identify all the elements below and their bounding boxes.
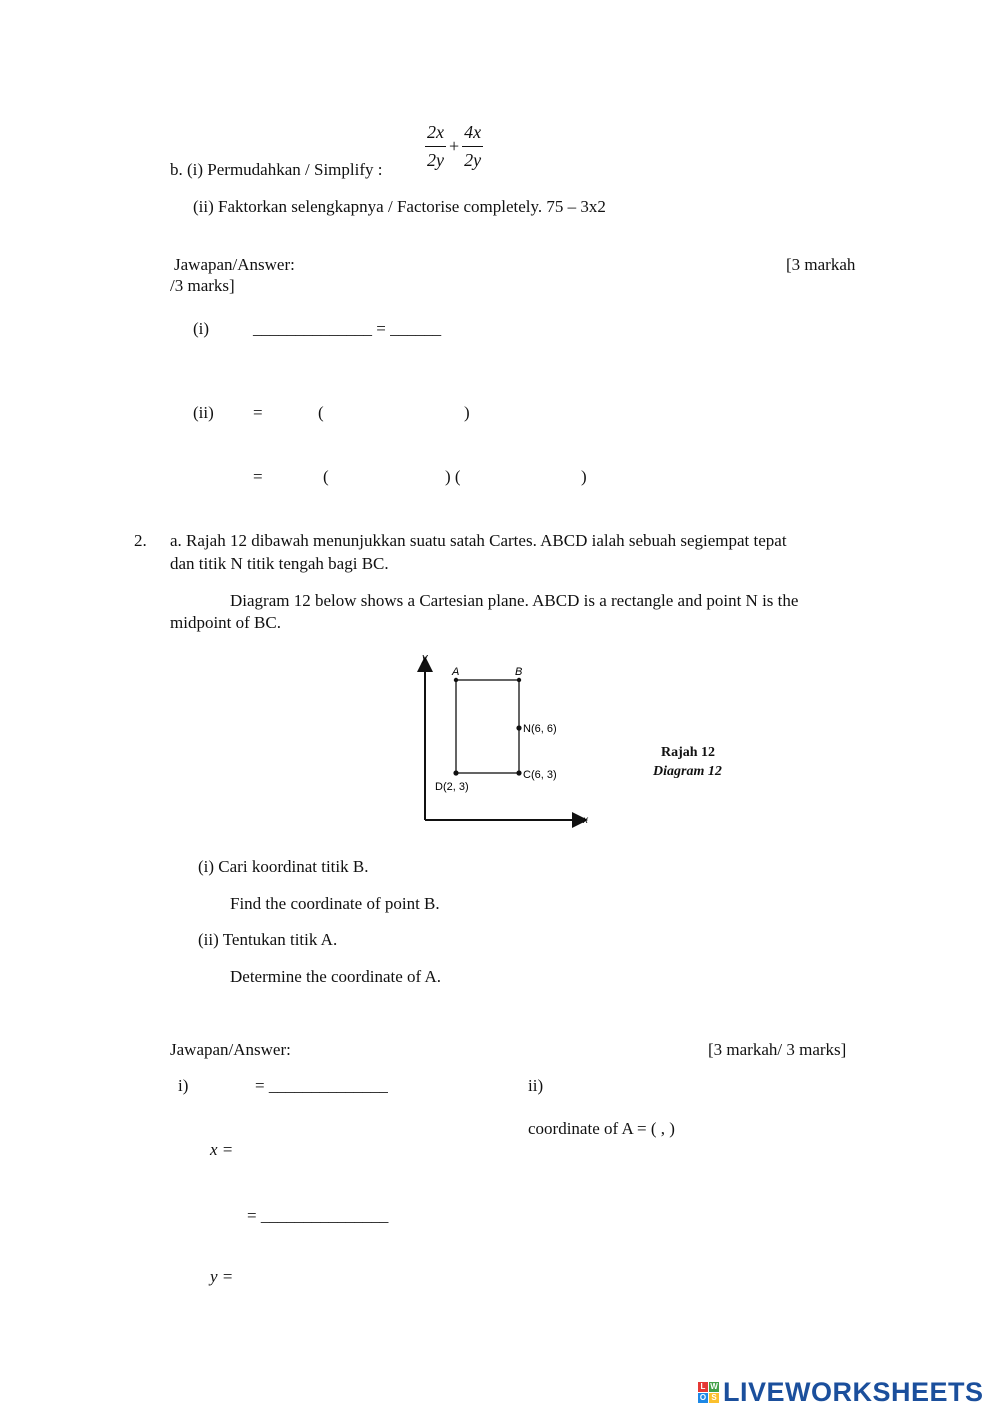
answer-b-i-blank[interactable]: ______________ = ______	[253, 319, 442, 338]
point-b-dot	[517, 678, 521, 682]
answer-b-ii-label: (ii)	[193, 403, 214, 422]
diagram-caption-english: Diagram 12	[653, 764, 722, 779]
point-c-dot	[516, 770, 521, 775]
y-equals-label: y =	[210, 1267, 234, 1286]
logo-text: LIVEWORKSHEETS	[723, 1377, 984, 1407]
answer-label-q2: Jawapan/Answer:	[170, 1040, 291, 1059]
answer-q2-i-blank[interactable]: = ______________	[255, 1076, 388, 1095]
question-2-ii-malay: (ii) Tentukan titik A.	[198, 930, 338, 949]
answer-b-ii-open-paren[interactable]: (	[318, 403, 324, 422]
x-equals-label: x =	[210, 1140, 234, 1159]
answer-b-ii-equals: =	[253, 403, 263, 422]
point-d-label: D(2, 3)	[435, 781, 469, 793]
question-2-i-malay: (i) Cari koordinat titik B.	[198, 857, 369, 876]
part-b-i-question: b. (i) Permudahkan / Simplify :	[170, 160, 383, 179]
question-2-malay-line-1: a. Rajah 12 dibawah menunjukkan suatu satah Cartes. ABCD ialah sebuah segiempat tepat	[170, 531, 787, 550]
simplify-expression	[425, 122, 483, 171]
answer-q2-i-label: i)	[178, 1076, 189, 1095]
answer-b-ii-equals-2: =	[253, 467, 263, 486]
answer-q2-ii-label: ii)	[528, 1076, 544, 1095]
answer-b-ii-middle-parens[interactable]: ) (	[445, 467, 461, 486]
plus-sign: +	[449, 136, 460, 156]
logo-tile-1: L	[698, 1382, 708, 1392]
cartesian-diagram	[410, 650, 600, 835]
fraction-2-denominator: 2y	[464, 150, 482, 170]
question-2-malay-line-2: dan titik N titik tengah bagi BC.	[170, 554, 389, 573]
point-a-label: A	[452, 666, 460, 678]
logo-tile-3: O	[699, 1393, 707, 1402]
fraction-1-denominator: 2y	[427, 150, 444, 170]
marks-label-q2: [3 markah/ 3 marks]	[708, 1040, 847, 1059]
question-2-english-line-2: midpoint of BC.	[170, 613, 281, 632]
answer-label-b: Jawapan/Answer:	[174, 255, 295, 274]
part-b-ii-question: (ii) Faktorkan selengkapnya / Factorise completely. 75 – 3x2	[193, 197, 606, 216]
question-2-english-line-1: Diagram 12 below shows a Cartesian plane. ABCD is a rectangle and point N is the	[230, 591, 799, 610]
marks-label-b-1: [3 markah	[786, 255, 856, 274]
axis-x-label: x	[583, 815, 588, 826]
answer-q2-blank-2[interactable]: = _______________	[247, 1206, 389, 1225]
answer-b-i-label: (i)	[193, 319, 210, 338]
logo-tile-2: W	[710, 1382, 718, 1391]
point-a-dot	[454, 678, 458, 682]
point-c-label: C(6, 3)	[523, 769, 557, 781]
point-b-label: B	[515, 666, 523, 678]
fraction-1	[425, 122, 446, 171]
question-2-number: 2.	[134, 531, 147, 550]
logo-tile-4: S	[709, 1393, 719, 1403]
axis-y-label: y	[422, 652, 428, 664]
answer-b-ii-open-paren-2[interactable]: (	[323, 467, 329, 486]
coordinate-a-answer[interactable]: coordinate of A = ( , )	[528, 1119, 675, 1138]
fraction-2-numerator: 4x	[462, 122, 483, 147]
fraction-2	[462, 122, 483, 171]
point-d-dot	[453, 770, 458, 775]
point-n-label: N(6, 6)	[523, 723, 557, 735]
question-2-ii-english: Determine the coordinate of A.	[230, 967, 442, 986]
point-n-dot	[516, 725, 521, 730]
marks-label-b-2: /3 marks]	[170, 276, 235, 295]
question-2-i-english: Find the coordinate of point B.	[230, 894, 440, 913]
answer-b-ii-close-paren-2: )	[581, 467, 587, 486]
liveworksheets-logo	[698, 1377, 984, 1408]
answer-b-ii-close-paren: )	[464, 403, 470, 422]
fraction-1-numerator: 2x	[425, 122, 446, 147]
logo-icon	[698, 1382, 719, 1403]
rectangle-abcd	[456, 680, 519, 773]
diagram-caption-malay: Rajah 12	[661, 745, 716, 760]
